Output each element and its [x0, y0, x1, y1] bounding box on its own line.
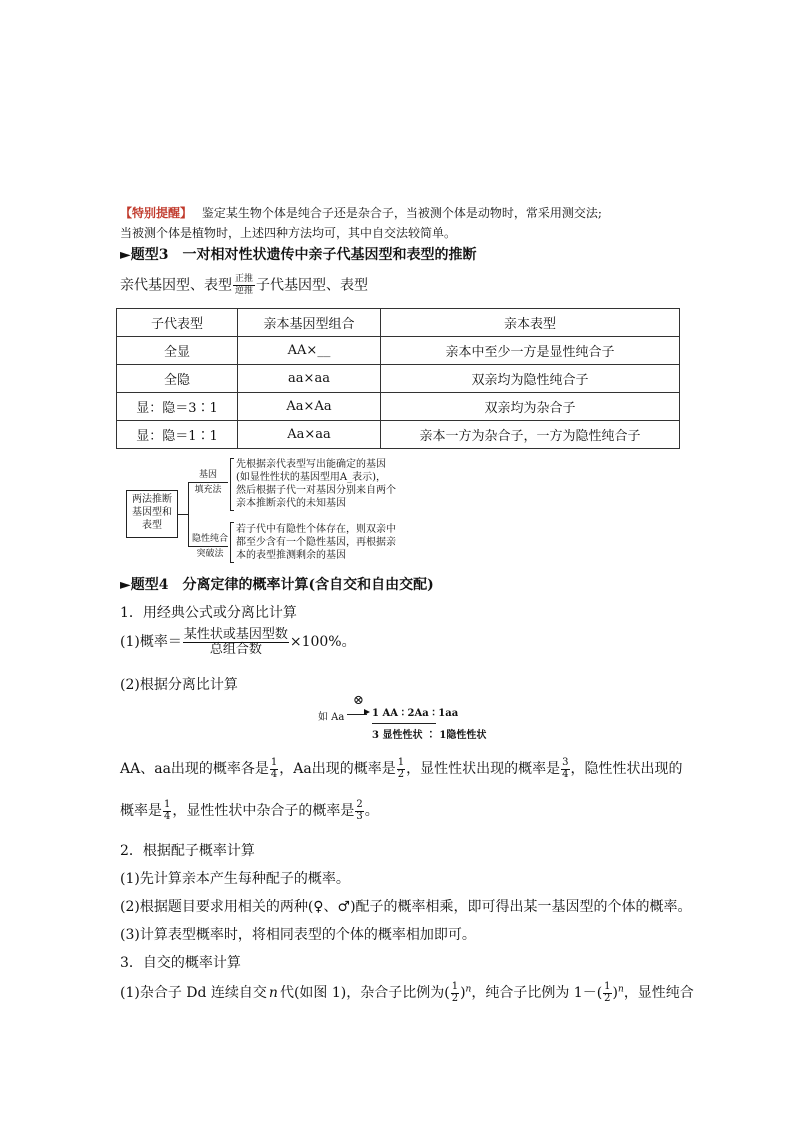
probability-line-2: [120, 800, 379, 822]
prob-text: 。: [364, 803, 379, 819]
topic3-title: ►题型3 一对相对性状遗传中亲子代基因型和表型的推断: [120, 247, 477, 263]
section-3-heading: 3．自交的概率计算: [120, 955, 241, 971]
table-cell: 亲本中至少一方是显性纯合子: [381, 337, 680, 365]
fraction-numerator: 1: [604, 981, 611, 992]
table-cell: 双亲均为隐性纯合子: [381, 365, 680, 393]
prob-text: ，Aa出现的概率是: [279, 761, 396, 777]
tip-line-1: [120, 204, 602, 221]
fraction-numerator: 1: [164, 799, 171, 810]
branch2-text-1: 若子代中有隐性个体存在，则双亲中: [236, 524, 396, 535]
table-cell: 显：隐＝1∶1: [117, 421, 238, 449]
intro-right: 子代基因型、表型: [256, 277, 369, 294]
fraction-numerator: 1: [397, 757, 405, 768]
self-cross-symbol: ⊗: [353, 693, 364, 708]
fraction-denominator: 3: [356, 810, 363, 822]
formula-prefix: (1)概率＝: [120, 634, 182, 651]
selfing-text: ，显性纯合: [623, 985, 694, 1001]
tip-text-1: 鉴定某生物个体是纯合子还是杂合子，当被测个体是动物时，常采用测交法;: [201, 206, 602, 220]
table-cell: 显：隐＝3∶1: [117, 393, 238, 421]
table-cell: AA×__: [238, 337, 381, 365]
section-1-2: (2)根据分离比计算: [120, 677, 238, 693]
table-cell: 全隐: [117, 365, 238, 393]
section-2-heading: 2．根据配子概率计算: [120, 843, 255, 859]
fraction-numerator: 2: [356, 799, 363, 810]
mindmap-connector: [178, 514, 188, 515]
gamete-step-1: (1)先计算亲本产生每种配子的概率。: [120, 871, 350, 887]
fraction-one-half: [603, 982, 611, 1004]
selfing-line: [120, 982, 694, 1004]
fraction-numerator: 3: [562, 757, 569, 768]
formula-numerator: 某性状或基因型数: [183, 627, 288, 642]
diagram-underline: [372, 723, 436, 724]
prob-text: ，显性性状中杂合子的概率是: [172, 803, 355, 819]
table-cell: 双亲均为杂合子: [381, 393, 680, 421]
mindmap-brace: [230, 458, 234, 459]
fraction-one-quarter: [270, 758, 278, 780]
mindmap-brace: [230, 458, 231, 510]
gamete-step-3: (3)计算表型概率时，将相同表型的个体的概率相加即可。: [120, 927, 476, 943]
fraction-two-thirds: [355, 800, 363, 822]
selfing-text: (1)杂合子 Dd 连续自交: [120, 985, 267, 1001]
table-header-row: [117, 309, 680, 337]
branch2-text-2: 都至少含有一个隐性基因，再根据亲: [236, 537, 396, 548]
mindmap-root: 两法推断基因型和表型: [126, 490, 178, 538]
table-cell: 亲本一方为杂合子，一方为隐性纯合子: [381, 421, 680, 449]
arrow-backward-label: 逆推: [235, 286, 254, 296]
branch1-label-bottom: 填充法: [194, 485, 222, 495]
selfing-text: ，纯合子比例为 1－(: [471, 985, 603, 1001]
mindmap-brace: [230, 510, 234, 511]
table-cell: aa×aa: [238, 365, 381, 393]
mindmap-connector: [188, 546, 228, 547]
arrow-forward-label: 正推: [235, 274, 254, 284]
diagram-ratio-2: 3 显性性状 ∶ 1隐性性状: [372, 730, 487, 741]
probability-formula: [120, 628, 356, 656]
mindmap-brace: [230, 522, 231, 562]
gamete-step-2: (2)根据题目要求用相关的两种(♀、♂)配子的概率相乘，即可得出某一基因型的个体的概率。: [120, 899, 692, 915]
fraction-numerator: 1: [270, 757, 278, 768]
section-1-heading: 1．用经典公式或分离比计算: [120, 605, 297, 621]
table-row: [117, 365, 680, 393]
intro-left: 亲代基因型、表型: [120, 277, 232, 294]
prob-text: ，显性性状出现的概率是: [406, 761, 561, 777]
genotype-table: [116, 308, 680, 449]
infer-arrow: [233, 274, 255, 297]
fraction-one-quarter: [163, 800, 171, 822]
mindmap-brace: [230, 522, 234, 523]
fraction-denominator: 2: [397, 768, 405, 780]
fraction-denominator: 2: [451, 992, 459, 1004]
topic3-intro: [120, 274, 368, 297]
tip-label: 【特别提醒】: [120, 206, 193, 220]
selfing-text: ): [460, 985, 466, 1001]
table-row: [117, 393, 680, 421]
formula-denominator: 总组合数: [209, 641, 262, 657]
mindmap-brace: [230, 562, 234, 563]
prob-text: 概率是: [120, 803, 162, 819]
formula-fraction: [183, 628, 289, 656]
branch1-text-4: 亲本推断亲代的未知基因: [236, 498, 346, 509]
tip-line-2: 当被测个体是植物时，上述四种方法均可，其中自交法较简单。: [120, 226, 457, 240]
selfing-text: 代(如图 1)，杂合子比例为(: [279, 985, 450, 1001]
fraction-denominator: 4: [164, 810, 171, 822]
branch1-text-3: 然后根据子代一对基因分别来自两个: [236, 485, 396, 496]
fraction-three-quarters: [561, 758, 569, 780]
fraction-denominator: 4: [562, 768, 569, 780]
prob-text: ，隐性性状出现的: [570, 761, 683, 777]
table-header-cell: 亲本表型: [381, 309, 680, 337]
fraction-one-half: [451, 982, 459, 1004]
probability-line-1: [120, 758, 683, 780]
arrow-head-icon: [364, 709, 370, 715]
fraction-denominator: 2: [604, 992, 611, 1004]
diagram-ratio-1: 1 AA ∶ 2Aa ∶ 1aa: [372, 708, 459, 719]
branch1-text-1: 先根据亲代表型写出能确定的基因: [236, 459, 386, 470]
diagram-prefix: 如 Aa: [318, 712, 345, 723]
exponent: n: [618, 984, 624, 995]
table-cell: Aa×Aa: [238, 393, 381, 421]
selfing-text: ): [612, 985, 619, 1001]
branch1-text-2: (如显性性状的基因型用A_表示)，: [236, 472, 387, 483]
fraction-numerator: 1: [451, 981, 459, 992]
table-header-cell: 亲本基因型组合: [238, 309, 381, 337]
table-cell: 全显: [117, 337, 238, 365]
exponent: n: [465, 984, 472, 995]
branch2-label-top: 隐性纯合: [191, 534, 228, 544]
table-row: [117, 337, 680, 365]
branch2-text-3: 本的表型推测剩余的基因: [236, 550, 346, 561]
table-header-cell: 子代表型: [117, 309, 238, 337]
fraction-denominator: 4: [270, 768, 278, 780]
branch1-label-top: 基因: [198, 470, 217, 480]
fraction-one-half: [397, 758, 405, 780]
table-row: [117, 421, 680, 449]
prob-text: AA、aa出现的概率各是: [120, 761, 269, 777]
topic4-title: ►题型4 分离定律的概率计算(含自交和自由交配): [120, 577, 434, 593]
mindmap-connector: [188, 482, 228, 483]
table-cell: Aa×aa: [238, 421, 381, 449]
branch2-label-bottom: 突破法: [196, 549, 224, 559]
formula-suffix: ×100%。: [289, 634, 356, 651]
mindmap-connector: [188, 482, 189, 546]
generation-variable: n: [268, 985, 278, 1001]
